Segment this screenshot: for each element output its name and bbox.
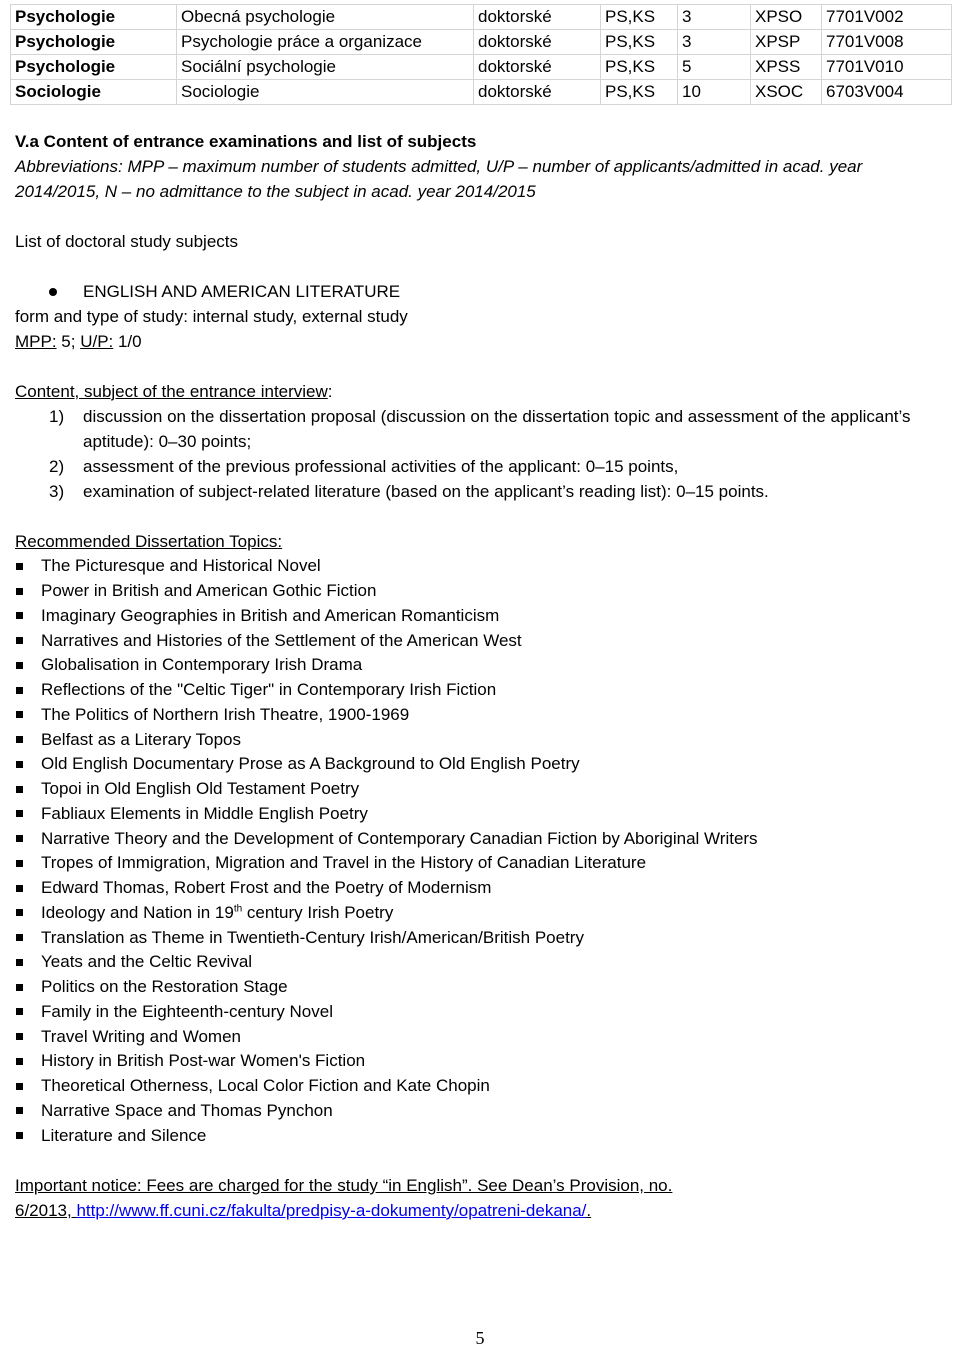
important-notice	[15, 1173, 945, 1223]
content-heading-line	[15, 379, 945, 404]
section-title: V.a Content of entrance examinations and list of subjects	[15, 132, 477, 151]
list-item	[15, 554, 945, 579]
square-bullet-icon	[16, 1107, 23, 1114]
list-item	[15, 1099, 945, 1124]
notice-period: .	[586, 1201, 592, 1220]
list-item	[15, 1024, 945, 1049]
square-bullet-icon	[16, 984, 23, 991]
up-label: U/P:	[80, 332, 114, 351]
square-bullet-icon	[16, 909, 23, 916]
square-bullet-icon	[16, 1083, 23, 1090]
field-cell: Psychologie	[11, 55, 177, 80]
content-list	[15, 404, 945, 504]
list-item	[15, 826, 945, 851]
topic-text: Edward Thomas, Robert Frost and the Poetry of Modernism	[41, 878, 492, 898]
topic-text: Literature and Silence	[41, 1125, 207, 1145]
square-bullet-icon	[16, 934, 23, 941]
list-heading: List of doctoral study subjects	[15, 232, 239, 251]
table-row	[11, 80, 952, 105]
subject-bullet	[49, 279, 945, 304]
topic-text: Tropes of Immigration, Migration and Travel in the History of Canadian Literature	[41, 853, 647, 873]
topic-text: Family in the Eighteenth-century Novel	[41, 1001, 333, 1021]
content-heading: Content, subject of the entrance interview	[15, 382, 328, 401]
topic-text: History in British Post-war Women's Fiction	[41, 1051, 366, 1071]
form-cell: PS,KS	[601, 5, 678, 30]
square-bullet-icon	[16, 959, 23, 966]
list-item-number: 3)	[49, 482, 65, 501]
kkov-cell: 7701V002	[822, 5, 952, 30]
topic-text: Narrative Space and Thomas Pynchon	[41, 1100, 333, 1120]
topic-text: Politics on the Restoration Stage	[41, 977, 288, 997]
list-item	[15, 802, 945, 827]
square-bullet-icon	[16, 588, 23, 595]
list-item	[15, 703, 945, 728]
list-item	[15, 1000, 945, 1025]
list-item	[15, 925, 945, 950]
list-item	[15, 752, 945, 777]
list-item-text: examination of subject-related literature (based on the applicant’s reading list): 0–15 points.	[83, 482, 769, 501]
program-name-cell: Sociální psychologie	[177, 55, 474, 80]
topic-text: The Picturesque and Historical Novel	[41, 556, 321, 576]
program-name-cell: Sociologie	[177, 80, 474, 105]
field-cell: Psychologie	[11, 30, 177, 55]
code-cell: XPSP	[751, 30, 822, 55]
topic-text: Translation as Theme in Twentieth-Century Irish/American/British Poetry	[41, 927, 584, 947]
square-bullet-icon	[16, 662, 23, 669]
list-item	[15, 1123, 945, 1148]
square-bullet-icon	[16, 736, 23, 743]
topic-text: Narrative Theory and the Development of Contemporary Canadian Fiction by Aboriginal Writers	[41, 828, 758, 848]
list-item	[15, 404, 945, 454]
topic-text: Narratives and Histories of the Settlement of the American West	[41, 630, 522, 650]
mpp-value: 5;	[56, 332, 81, 351]
capacity-cell: 10	[678, 80, 751, 105]
kkov-cell: 6703V004	[822, 80, 952, 105]
topic-text: Theoretical Otherness, Local Color Fiction and Kate Chopin	[41, 1076, 490, 1096]
program-name-cell: Obecná psychologie	[177, 5, 474, 30]
topic-text: Fabliaux Elements in Middle English Poetry	[41, 803, 368, 823]
list-item	[15, 479, 945, 504]
capacity-cell: 3	[678, 5, 751, 30]
table-row	[11, 30, 952, 55]
list-item	[15, 777, 945, 802]
list-item	[15, 876, 945, 901]
field-cell: Sociologie	[11, 80, 177, 105]
topic-text: Globalisation in Contemporary Irish Drama	[41, 655, 363, 675]
level-cell: doktorské	[474, 5, 601, 30]
topics-heading: Recommended Dissertation Topics:	[15, 532, 283, 551]
square-bullet-icon	[16, 637, 23, 644]
form-cell: PS,KS	[601, 30, 678, 55]
level-cell: doktorské	[474, 80, 601, 105]
program-name-cell: Psychologie práce a organizace	[177, 30, 474, 55]
dean-provision-link[interactable]: http://www.ff.cuni.cz/fakulta/predpisy-a-dokumenty/opatreni-dekana/	[76, 1201, 587, 1220]
field-cell: Psychologie	[11, 5, 177, 30]
square-bullet-icon	[16, 885, 23, 892]
square-bullet-icon	[16, 786, 23, 793]
list-item-text: discussion on the dissertation proposal (discussion on the dissertation topic and assessment of the applicant’s aptitude): 0–30 points;	[83, 407, 911, 451]
square-bullet-icon	[16, 563, 23, 570]
study-form: form and type of study: internal study, external study	[15, 307, 408, 326]
table-row	[11, 55, 952, 80]
list-item	[15, 604, 945, 629]
abbreviations-note: Abbreviations: MPP – maximum number of students admitted, U/P – number of applicants/admitted in acad. year 2014/2015, N – no admittance to the subject in acad. year 2014/2015	[15, 157, 863, 201]
square-bullet-icon	[16, 711, 23, 718]
square-bullet-icon	[16, 860, 23, 867]
topic-text: Old English Documentary Prose as A Background to Old English Poetry	[41, 754, 580, 774]
list-item-text: assessment of the previous professional activities of the applicant: 0–15 points,	[83, 457, 679, 476]
mpp-label: MPP:	[15, 332, 57, 351]
list-item	[15, 727, 945, 752]
form-cell: PS,KS	[601, 55, 678, 80]
kkov-cell: 7701V010	[822, 55, 952, 80]
list-item	[15, 975, 945, 1000]
topic-text	[41, 903, 393, 923]
document-page	[15, 4, 945, 1223]
square-bullet-icon	[16, 1008, 23, 1015]
list-item	[15, 628, 945, 653]
code-cell: XSOC	[751, 80, 822, 105]
topic-text: Power in British and American Gothic Fiction	[41, 581, 377, 601]
subject-name: ENGLISH AND AMERICAN LITERATURE	[83, 281, 401, 301]
list-item	[15, 851, 945, 876]
capacity-cell: 5	[678, 55, 751, 80]
topic-text: Belfast as a Literary Topos	[41, 729, 242, 749]
notice-line-2	[15, 1198, 945, 1223]
programs-table	[10, 4, 952, 105]
capacity-line	[15, 329, 945, 354]
list-item	[15, 901, 945, 926]
level-cell: doktorské	[474, 30, 601, 55]
square-bullet-icon	[16, 687, 23, 694]
list-item	[15, 579, 945, 604]
list-item	[15, 454, 945, 479]
list-item	[15, 653, 945, 678]
square-bullet-icon	[16, 612, 23, 619]
notice-provision-number: 6/2013,	[15, 1201, 77, 1220]
list-item-number: 2)	[49, 457, 65, 476]
topic-text: Imaginary Geographies in British and American Romanticism	[41, 605, 500, 625]
bullet-dot-icon	[49, 288, 57, 296]
up-value: 1/0	[113, 332, 142, 351]
form-cell: PS,KS	[601, 80, 678, 105]
topic-text-part: century Irish Poetry	[242, 902, 394, 922]
list-item	[15, 1049, 945, 1074]
page-number: 5	[475, 1328, 485, 1348]
topic-text: Reflections of the "Celtic Tiger" in Contemporary Irish Fiction	[41, 680, 497, 700]
topic-text: Travel Writing and Women	[41, 1026, 241, 1046]
square-bullet-icon	[16, 1033, 23, 1040]
notice-line-1: Important notice: Fees are charged for the study “in English”. See Dean’s Provision, no.	[15, 1176, 673, 1195]
square-bullet-icon	[16, 810, 23, 817]
content-heading-colon: :	[327, 382, 333, 401]
topics-list	[15, 554, 945, 1148]
code-cell: XPSS	[751, 55, 822, 80]
table-row	[11, 5, 952, 30]
square-bullet-icon	[16, 1132, 23, 1139]
capacity-cell: 3	[678, 30, 751, 55]
level-cell: doktorské	[474, 55, 601, 80]
kkov-cell: 7701V008	[822, 30, 952, 55]
ordinal-superscript: th	[233, 903, 243, 915]
topic-text: Yeats and the Celtic Revival	[41, 952, 253, 972]
code-cell: XPSO	[751, 5, 822, 30]
square-bullet-icon	[16, 1058, 23, 1065]
list-item	[15, 1074, 945, 1099]
topic-text-part: Ideology and Nation in 19	[41, 902, 234, 922]
list-item-number: 1)	[49, 407, 65, 426]
list-item	[15, 950, 945, 975]
list-item	[15, 678, 945, 703]
square-bullet-icon	[16, 835, 23, 842]
topic-text: The Politics of Northern Irish Theatre, 1900-1969	[41, 704, 410, 724]
square-bullet-icon	[16, 761, 23, 768]
topic-text: Topoi in Old English Old Testament Poetry	[41, 779, 360, 799]
